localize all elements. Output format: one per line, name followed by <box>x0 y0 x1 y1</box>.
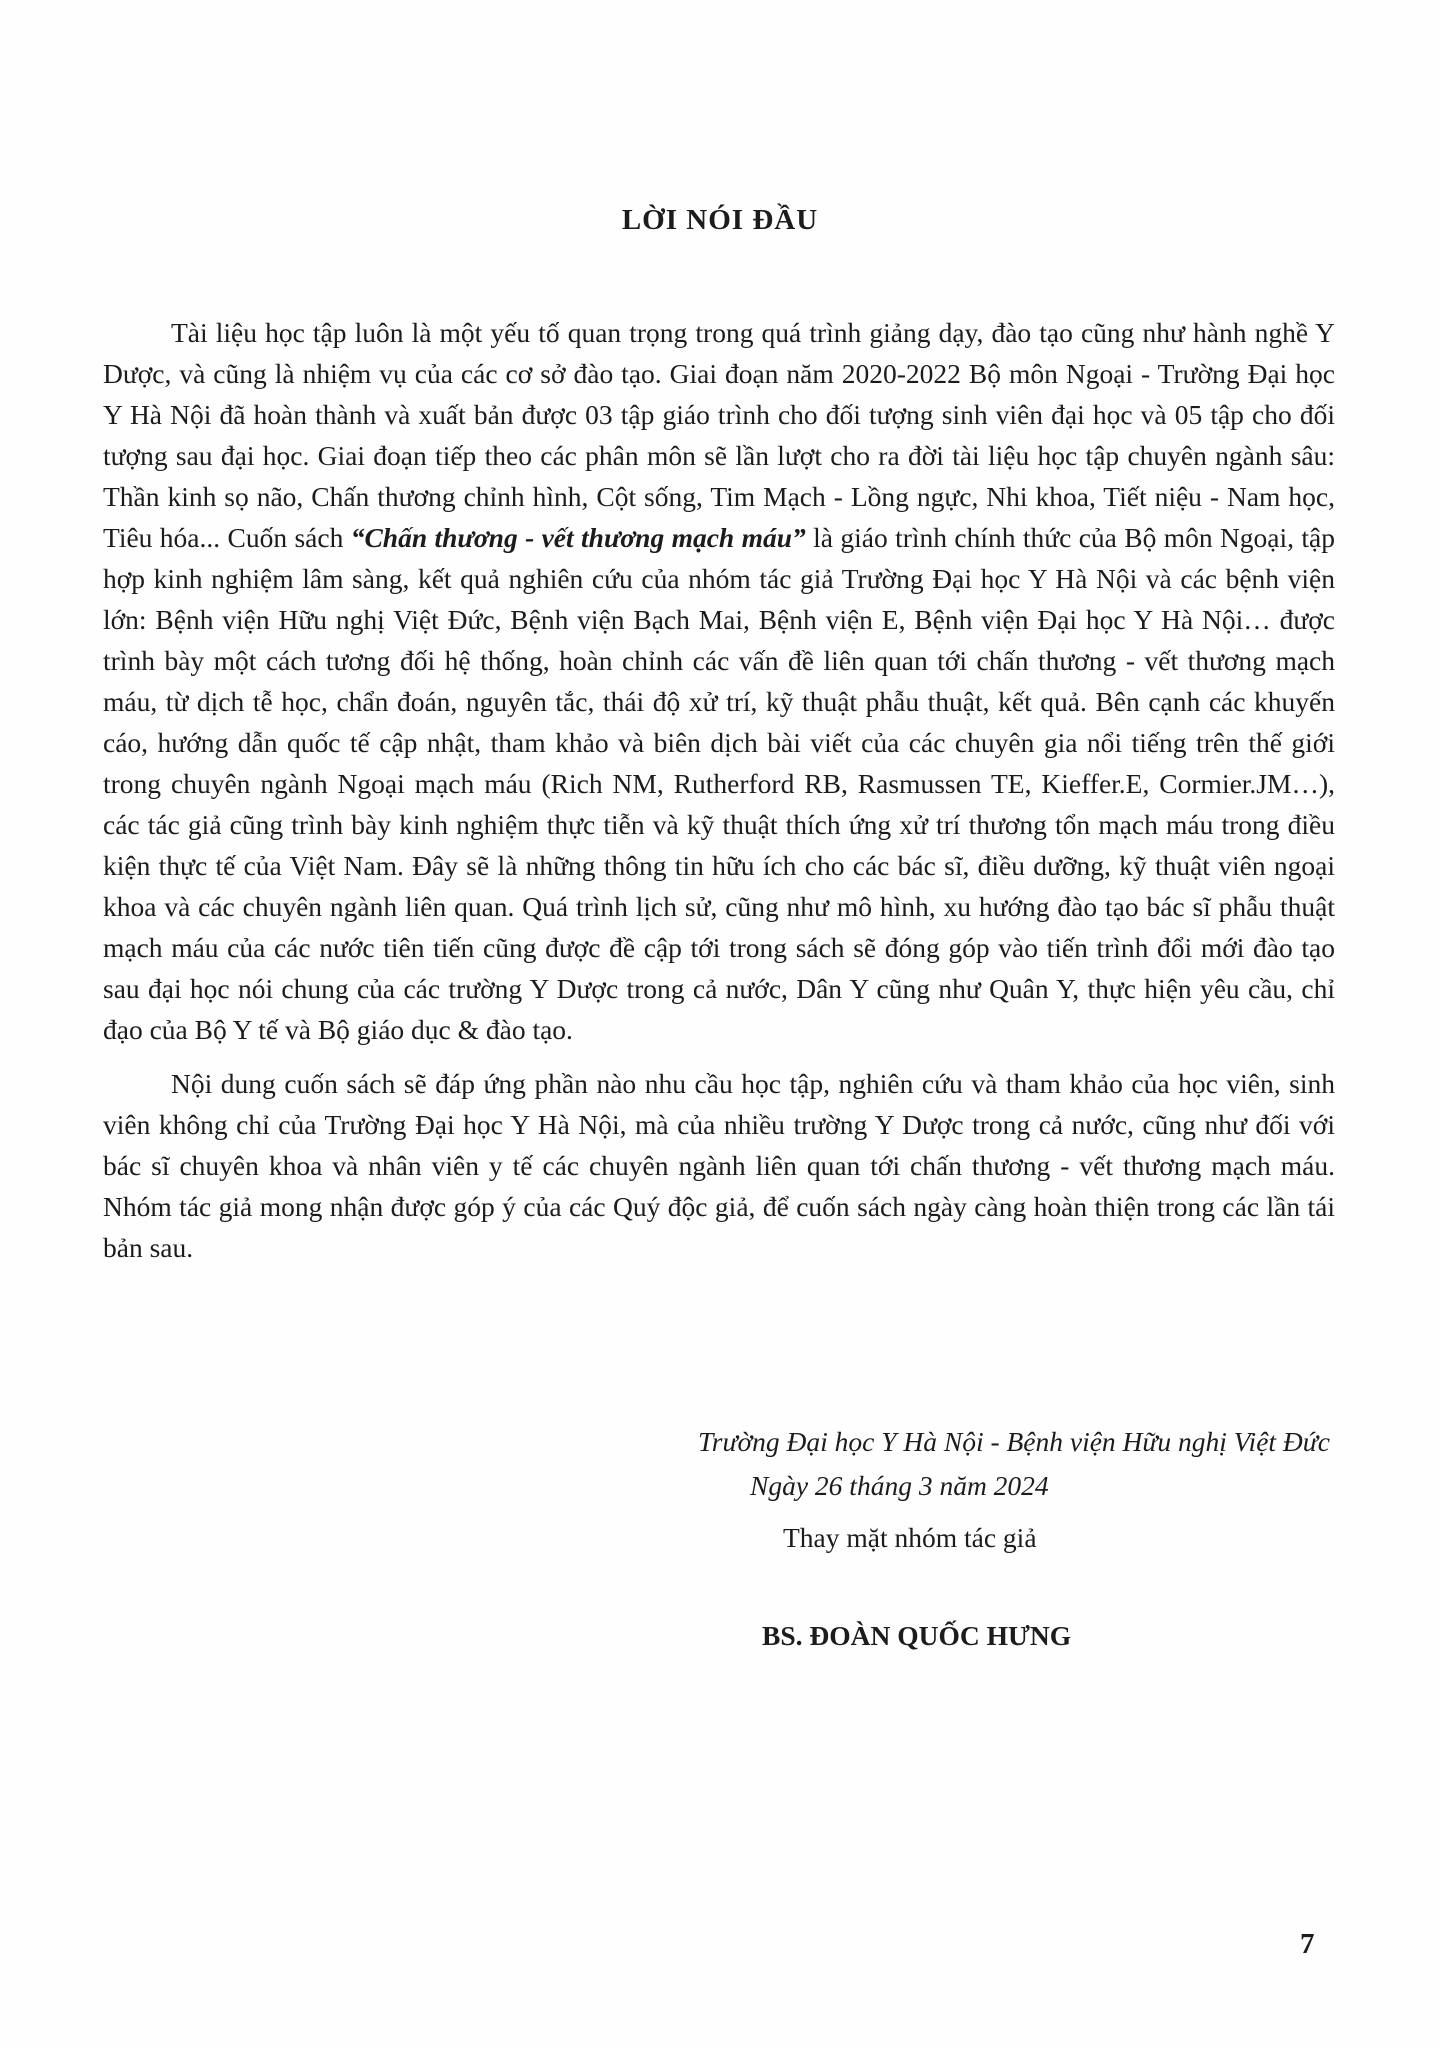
paragraph-2: Nội dung cuốn sách sẽ đáp ứng phần nào nhu cầu học tập, nghiên cứu và tham khảo của học viên, sinh viên không chỉ của Trường Đại học Y Hà Nội, mà của nhiều trường Y Dược trong cả nước, cũng như đối với bác sĩ chuyên khoa và nhân viên y tế các chuyên ngành liên quan tới chấn thương - vết thương mạch máu. Nhóm tác giả mong nhận được góp ý của các Quý độc giả, để cuốn sách ngày càng hoàn thiện trong các lần tái bản sau. <box>103 1068 1335 1263</box>
paragraph-1-text-end: là giáo trình chính thức của Bộ môn Ngoại, tập hợp kinh nghiệm lâm sàng, kết quả nghiên cứu của nhóm tác giả Trường Đại học Y Hà Nội và các bệnh viện lớn: Bệnh viện Hữu nghị Việt Đức, Bệnh viện Bạch Mai, Bệnh viện E, Bệnh viện Đại học Y Hà Nội… được trình bày một cách tương đối hệ thống, hoàn chỉnh các vấn đề liên quan tới chấn thương - vết thương mạch máu, từ dịch tễ học, chẩn đoán, nguyên tắc, thái độ xử trí, kỹ thuật phẫu thuật, kết quả. Bên cạnh các khuyến cáo, hướng dẫn quốc tế cập nhật, tham khảo và biên dịch bài viết của các chuyên gia nổi tiếng trên thế giới trong chuyên ngành Ngoại mạch máu (Rich NM, Rutherford RB, Rasmussen TE, Kieffer.E, Cormier.JM…), các tác giả cũng trình bày kinh nghiệm thực tiễn và kỹ thuật thích ứng xử trí thương tổn mạch máu trong điều kiện thực tế của Việt Nam. Đây sẽ là những thông tin hữu ích cho các bác sĩ, điều dưỡng, kỹ thuật viên ngoại khoa và các chuyên ngành liên quan. Quá trình lịch sử, cũng như mô hình, xu hướng đào tạo bác sĩ phẫu thuật mạch máu của các nước tiên tiến cũng được đề cập tới trong sách sẽ đóng góp vào tiến trình đổi mới đào tạo sau đại học nói chung của các trường Y Dược trong cả nước, Dân Y cũng như Quân Y, thực hiện yêu cầu, chỉ đạo của Bộ Y tế và Bộ giáo dục & đào tạo. <box>103 522 1335 1045</box>
signature-block <box>500 1420 1330 1651</box>
signature-author: BS. ĐOÀN QUỐC HƯNG <box>762 1620 1072 1651</box>
signature-date: Ngày 26 tháng 3 năm 2024 <box>750 1470 1049 1501</box>
paragraph-1-text-start: Tài liệu học tập luôn là một yếu tố quan trọng trong quá trình giảng dạy, đào tạo cũng như hành nghề Y Dược, và cũng là nhiệm vụ của các cơ sở đào tạo. Giai đoạn năm 2020-2022 Bộ môn Ngoại - Trường Đại học Y Hà Nội đã hoàn thành và xuất bản được 03 tập giáo trình cho đối tượng sinh viên đại học và 05 tập cho đối tượng sau đại học. Giai đoạn tiếp theo các phân môn sẽ lần lượt cho ra đời tài liệu học tập chuyên ngành sâu: Thần kinh sọ não, Chấn thương chỉnh hình, Cột sống, Tim Mạch - Lồng ngực, Nhi khoa, Tiết niệu - Nam học, Tiêu hóa... Cuốn sách <box>103 317 1335 553</box>
signature-place: Trường Đại học Y Hà Nội - Bệnh viện Hữu nghị Việt Đức <box>697 1426 1330 1457</box>
paragraph-1 <box>103 312 1335 1050</box>
preface-body <box>103 312 1335 1281</box>
page-number: 7 <box>1300 1928 1315 1960</box>
book-title: “Chấn thương - vết thương mạch máu” <box>350 522 806 553</box>
page-title: LỜI NÓI ĐẦU <box>621 204 819 236</box>
signature-on-behalf: Thay mặt nhóm tác giả <box>783 1522 1037 1553</box>
